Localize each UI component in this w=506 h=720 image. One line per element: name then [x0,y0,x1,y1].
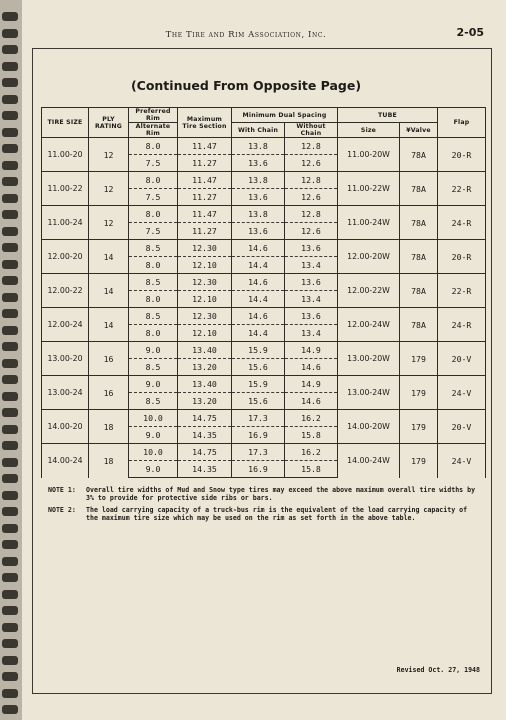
preferred-rim-cell: 8.5 [129,308,178,325]
tire-size-cell: 13.00-20 [42,342,89,376]
ply-rating-cell: 14 [89,308,129,342]
note-2 [48,506,480,523]
spiral-ring [2,128,18,137]
col-alternate-rim: Alternate Rim [129,123,178,138]
spiral-ring [2,293,18,302]
spiral-ring [2,474,18,483]
spiral-ring [2,227,18,236]
spiral-ring [2,689,18,698]
alternate-rim-cell: 9.0 [129,461,178,478]
flap-cell: 22-R [438,172,486,206]
spiral-ring [2,425,18,434]
max-section-cell: 13.20 [178,359,232,376]
max-section-cell: 11.47 [178,138,232,155]
tube-size-cell: 11.00-22W [338,172,400,206]
max-section-cell: 12.10 [178,291,232,308]
spiral-ring [2,78,18,87]
with-chain-cell: 15.9 [232,376,285,393]
with-chain-cell: 17.3 [232,444,285,461]
with-chain-cell: 16.9 [232,461,285,478]
valve-cell: 78A [400,240,438,274]
spiral-ring [2,507,18,516]
alternate-rim-cell: 7.5 [129,155,178,172]
table-row [42,444,486,461]
without-chain-cell: 12.8 [285,138,338,155]
with-chain-cell: 15.9 [232,342,285,359]
max-section-cell: 11.47 [178,172,232,189]
alternate-rim-cell: 8.0 [129,291,178,308]
ply-rating-cell: 14 [89,240,129,274]
spiral-ring [2,540,18,549]
without-chain-cell: 16.2 [285,410,338,427]
flap-cell: 24-V [438,444,486,478]
without-chain-cell: 12.6 [285,223,338,240]
tube-size-cell: 11.00-20W [338,138,400,172]
max-section-cell: 14.35 [178,461,232,478]
valve-cell: 78A [400,172,438,206]
without-chain-cell: 13.4 [285,325,338,342]
preferred-rim-cell: 8.0 [129,172,178,189]
spiral-ring [2,590,18,599]
valve-cell: 179 [400,342,438,376]
flap-cell: 20-R [438,138,486,172]
tire-size-cell: 12.00-24 [42,308,89,342]
spiral-ring [2,408,18,417]
tube-size-cell: 12.00-22W [338,274,400,308]
spiral-ring [2,639,18,648]
preferred-rim-cell: 8.0 [129,138,178,155]
table-row [42,308,486,325]
alternate-rim-cell: 8.0 [129,325,178,342]
tube-size-cell: 14.00-24W [338,444,400,478]
max-section-cell: 12.30 [178,308,232,325]
spiral-ring [2,12,18,21]
spiral-ring [2,705,18,714]
tire-rim-table [41,107,486,478]
table-row [42,240,486,257]
spiral-ring [2,656,18,665]
preferred-rim-cell: 8.5 [129,240,178,257]
table-row [42,410,486,427]
with-chain-cell: 16.9 [232,427,285,444]
spiral-ring [2,210,18,219]
spiral-ring [2,260,18,269]
preferred-rim-cell: 9.0 [129,342,178,359]
ply-rating-cell: 18 [89,444,129,478]
note-label: NOTE 2: [48,505,76,514]
with-chain-cell: 13.6 [232,223,285,240]
spiral-ring [2,392,18,401]
without-chain-cell: 14.9 [285,376,338,393]
with-chain-cell: 14.6 [232,240,285,257]
col-min-dual-spacing: Minimum Dual Spacing [232,108,338,123]
max-section-cell: 14.35 [178,427,232,444]
without-chain-cell: 13.6 [285,274,338,291]
note-label: NOTE 1: [48,486,76,494]
spiral-ring [2,45,18,54]
spiral-ring [2,194,18,203]
max-section-cell: 12.10 [178,257,232,274]
col-ply-rating: PLY RATING [89,108,129,138]
alternate-rim-cell: 9.0 [129,427,178,444]
tube-size-cell: 13.00-20W [338,342,400,376]
col-without-chain: Without Chain [285,123,338,138]
spiral-ring [2,573,18,582]
alternate-rim-cell: 8.5 [129,393,178,410]
preferred-rim-cell: 10.0 [129,444,178,461]
alternate-rim-cell: 7.5 [129,223,178,240]
with-chain-cell: 13.6 [232,189,285,206]
max-section-cell: 13.40 [178,376,232,393]
without-chain-cell: 14.9 [285,342,338,359]
valve-cell: 179 [400,444,438,478]
max-section-cell: 11.27 [178,223,232,240]
spiral-ring [2,458,18,467]
spiral-binding [0,0,24,720]
spiral-ring [2,144,18,153]
tire-size-cell: 11.00-22 [42,172,89,206]
table-row [42,172,486,189]
table-row [42,376,486,393]
table-row [42,274,486,291]
max-section-cell: 14.75 [178,410,232,427]
tire-size-cell: 14.00-24 [42,444,89,478]
valve-cell: 179 [400,376,438,410]
header-org: The Tire and Rim Association, Inc. [165,30,327,40]
spiral-ring [2,606,18,615]
without-chain-cell: 14.6 [285,359,338,376]
col-preferred-rim: Preferred Rim [129,108,178,123]
ply-rating-cell: 16 [89,342,129,376]
without-chain-cell: 15.8 [285,461,338,478]
valve-cell: 78A [400,274,438,308]
col-tube: TUBE [338,108,438,123]
max-section-cell: 14.75 [178,444,232,461]
spiral-ring [2,672,18,681]
ply-rating-cell: 14 [89,274,129,308]
tube-size-cell: 12.00-24W [338,308,400,342]
max-section-cell: 11.27 [178,189,232,206]
without-chain-cell: 12.8 [285,206,338,223]
col-with-chain: With Chain [232,123,285,138]
max-section-cell: 11.27 [178,155,232,172]
table-row [42,138,486,155]
table-row [42,206,486,223]
max-section-cell: 13.20 [178,393,232,410]
page-subtitle: (Continued From Opposite Page) [130,78,362,93]
valve-cell: 78A [400,308,438,342]
with-chain-cell: 13.8 [232,206,285,223]
preferred-rim-cell: 9.0 [129,376,178,393]
notes-section [48,486,480,526]
without-chain-cell: 16.2 [285,444,338,461]
valve-cell: 78A [400,138,438,172]
max-section-cell: 12.10 [178,325,232,342]
spiral-ring [2,491,18,500]
tube-size-cell: 11.00-24W [338,206,400,240]
max-section-cell: 12.30 [178,274,232,291]
col-flap: Flap [438,108,486,138]
spiral-ring [2,177,18,186]
flap-cell: 20-R [438,240,486,274]
spiral-ring [2,62,18,71]
tube-size-cell: 13.00-24W [338,376,400,410]
without-chain-cell: 12.6 [285,155,338,172]
flap-cell: 20-V [438,410,486,444]
alternate-rim-cell: 8.5 [129,359,178,376]
ply-rating-cell: 12 [89,206,129,240]
with-chain-cell: 14.6 [232,308,285,325]
without-chain-cell: 13.4 [285,291,338,308]
with-chain-cell: 13.6 [232,155,285,172]
spiral-ring [2,29,18,38]
tire-size-cell: 13.00-24 [42,376,89,410]
preferred-rim-cell: 8.5 [129,274,178,291]
max-section-cell: 12.30 [178,240,232,257]
spiral-ring [2,95,18,104]
preferred-rim-cell: 10.0 [129,410,178,427]
without-chain-cell: 13.6 [285,308,338,325]
alternate-rim-cell: 8.0 [129,257,178,274]
spiral-ring [2,359,18,368]
spiral-ring [2,524,18,533]
max-section-cell: 13.40 [178,342,232,359]
ply-rating-cell: 16 [89,376,129,410]
ply-rating-cell: 12 [89,172,129,206]
spiral-ring [2,326,18,335]
without-chain-cell: 12.6 [285,189,338,206]
tube-size-cell: 14.00-20W [338,410,400,444]
revised-date: Revised Oct. 27, 1948 [396,666,480,674]
flap-cell: 24-R [438,308,486,342]
ply-rating-cell: 18 [89,410,129,444]
flap-cell: 22-R [438,274,486,308]
tire-size-cell: 12.00-20 [42,240,89,274]
tire-size-cell: 12.00-22 [42,274,89,308]
without-chain-cell: 15.8 [285,427,338,444]
tire-size-cell: 11.00-24 [42,206,89,240]
without-chain-cell: 12.8 [285,172,338,189]
valve-cell: 179 [400,410,438,444]
spiral-ring [2,161,18,170]
col-tire-size: TIRE SIZE [42,108,89,138]
with-chain-cell: 14.4 [232,257,285,274]
with-chain-cell: 14.4 [232,291,285,308]
spiral-ring [2,557,18,566]
page-number: 2-05 [456,26,484,39]
tube-size-cell: 12.00-20W [338,240,400,274]
spiral-ring [2,243,18,252]
spiral-ring [2,342,18,351]
ply-rating-cell: 12 [89,138,129,172]
spiral-ring [2,111,18,120]
note-1 [48,486,480,503]
tire-size-cell: 11.00-20 [42,138,89,172]
with-chain-cell: 14.6 [232,274,285,291]
col-tube-size: Size [338,123,400,138]
spiral-ring [2,623,18,632]
table-row [42,342,486,359]
with-chain-cell: 13.8 [232,138,285,155]
valve-cell: 78A [400,206,438,240]
with-chain-cell: 15.6 [232,393,285,410]
without-chain-cell: 14.6 [285,393,338,410]
col-max-tire-section: Maximum Tire Section [178,108,232,138]
max-section-cell: 11.47 [178,206,232,223]
with-chain-cell: 14.4 [232,325,285,342]
spiral-ring [2,441,18,450]
with-chain-cell: 17.3 [232,410,285,427]
col-valve: ¥Valve [400,123,438,138]
flap-cell: 24-R [438,206,486,240]
spiral-ring [2,309,18,318]
flap-cell: 20-V [438,342,486,376]
spiral-ring [2,276,18,285]
tire-size-cell: 14.00-20 [42,410,89,444]
flap-cell: 24-V [438,376,486,410]
spiral-ring [2,375,18,384]
note-text: The load carrying capacity of a truck-bus rim is the equivalent of the load carrying capacity of the maximum tire size which may be used on the rim as set forth in the above table. [86,505,468,523]
with-chain-cell: 13.8 [232,172,285,189]
note-text: Overall tire widths of Mud and Snow type tires may exceed the above maximum overall tire widths by 3% to provide for protective side ribs or bars. [86,486,476,503]
with-chain-cell: 15.6 [232,359,285,376]
preferred-rim-cell: 8.0 [129,206,178,223]
without-chain-cell: 13.6 [285,240,338,257]
alternate-rim-cell: 7.5 [129,189,178,206]
without-chain-cell: 13.4 [285,257,338,274]
